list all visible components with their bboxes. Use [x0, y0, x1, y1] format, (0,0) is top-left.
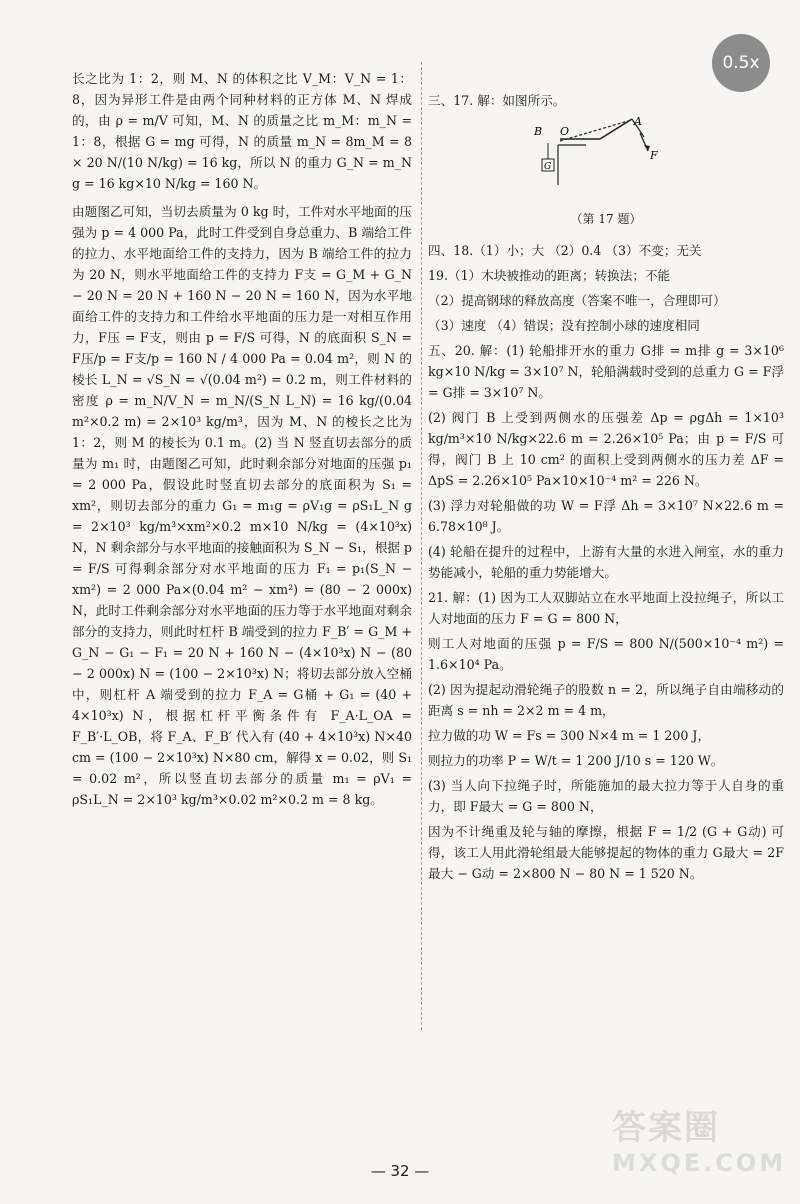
answer-19-line2: （2）提高钢球的释放高度（答案不唯一，合理即可）	[428, 293, 726, 308]
label-A: A	[634, 115, 642, 128]
lever-diagram	[508, 115, 668, 207]
answer-16-part1: 长之比为 1：2，则 M、N 的体积之比 V_M：V_N = 1：8，因为异形工件是由两个同种材料的正方体 M、N 焊成的，由 ρ = m/V 可知，M、N 的质量之比 m_M：m_N = 1：8，根据 G = mg 可得，N 的质量 m_N = 8m_M = 8 × 20 N/(10 N/kg) = 16 kg，所以 N 的重力 G_N = m_N g = 16 kg×10 N/kg = 160 N。	[72, 71, 412, 191]
answer-21-part7: 因为不计绳重及轮与轴的摩擦，根据 F = 1/2 (G + G动) 可得，该工人用此滑轮组最大能够提起的物体的重力 G最大 = 2F最大 − G动 = 2×800 N − 80 N = 1 520 N。	[428, 824, 784, 881]
column-divider	[421, 62, 422, 1030]
label-O: O	[560, 125, 570, 138]
label-F: F	[650, 149, 658, 162]
answer-21-part5: 则拉力的功率 P = W/t = 1 200 J/10 s = 120 W。	[428, 753, 724, 768]
watermark-logo-text: 答案圈	[612, 1108, 720, 1148]
watermark-url-text: MXQE.COM	[612, 1149, 787, 1177]
answer-16-part2: 由题图乙可知，当切去质量为 0 kg 时，工件对水平地面的压强为 p = 4 000 Pa，此时工件受到自身总重力、B 端给工件的拉力、水平地面给工件的支持力，因为 B 端给工件的拉力为 20 N，则水平地面给工件的支持力 F支 = G_M + G_N − 20 N = 20 N + 160 N − 20 N = 160 N，因为水平地面给工件的支持力和工件给水平地面的压力是一对相互作用力，F压 = F支，则由 p = F/S 可得，N 的底面积 S_N = F压/p = F支/p = 160 N / 4 000 Pa = 0.04 m²，则 N 的棱长 L_N = √S_N = √(0.04 m²) = 0.2 m，则工件材料的密度 ρ = m_N/V_N = m_N/(S_N L_N) = 16 kg/(0.04 m²×0.2 m) = 2×10³ kg/m³，因为 M、N 的棱长之比为 1：2，则 M 的棱长为 0.1 m。(2) 当 N 竖直切去部分的质量为 m₁ 时，由题图乙可知，此时剩余部分对地面的压强 p₁ = 2 000 Pa，假设此时竖直切去部分的底面积为 S₁ = xm²，则切去部分的重力 G₁ = m₁g = ρV₁g = ρS₁L_N g = 2×10³ kg/m³×xm²×0.2 m×10 N/kg = (4×10³x) N，N 剩余部分与水平地面的接触面积为 S_N − S₁，根据 p = F/S 可得剩余部分对水平地面的压力 F₁ = p₁(S_N − xm²) = 2 000 Pa×(0.04 m² − xm²) = (80 − 2 000x) N，此时工件剩余部分对水平地面的压力等于水平地面对剩余部分的支持力，则此时杠杆 B 端受到的拉力 F_B′ = G_M + G_N − G₁ − F₁ = 20 N + 160 N − (4×10³x) N − (80 − 2 000x) N = (100 − 2×10³x) N；将切去部分放入空桶中，则杠杆 A 端受到的拉力 F_A = G桶 + G₁ = (40 + 4×10³x) N，根据杠杆平衡条件有 F_A·L_OA = F_B′·L_OB，将 F_A、F_B′ 代入有 (40 + 4×10³x) N×40 cm = (100 − 2×10³x) N×80 cm，解得 x = 0.02，则 S₁ = 0.02 m²，所以竖直切去部分的质量 m₁ = ρV₁ = ρS₁L_N = 2×10³ kg/m³×0.02 m²×0.2 m = 8 kg。	[72, 204, 412, 807]
answer-21-part3: (2) 因为提起动滑轮绳子的股数 n = 2，所以绳子自由端移动的距离 s = nh = 2×2 m = 4 m，	[428, 682, 784, 718]
answer-20-part1: 五、20. 解：(1) 轮船排开水的重力 G排 = m排 g = 3×10⁶ kg×10 N/kg = 3×10⁷ N，轮船满载时受到的总重力 G = F浮 = G排 = 3×10⁷ N。	[428, 343, 784, 400]
answer-20-part3: (3) 浮力对轮船做的功 W = F浮 Δh = 3×10⁷ N×22.6 m = 6.78×10⁸ J。	[428, 498, 784, 534]
answer-18: 四、18.（1）小；大 （2）0.4 （3）不变；无关	[428, 243, 702, 258]
lever-slope	[600, 119, 632, 139]
label-B: B	[534, 125, 543, 138]
answer-21-part2: 则工人对地面的压强 p = F/S = 800 N/(500×10⁻⁴ m²) = 1.6×10⁴ Pa。	[428, 636, 784, 672]
answer-20-part2: (2) 阀门 B 上受到两侧水的压强差 Δp = ρgΔh = 1×10³ kg/m³×10 N/kg×22.6 m = 2.26×10⁵ Pa；由 p = F/S 可得，阀门 B 上 10 cm² 的面积上受到两侧水的压力差 ΔF = ΔpS = 2.26×10⁵ Pa×10×10⁻⁴ m² = 226 N。	[428, 410, 784, 488]
site-watermark	[612, 1108, 787, 1198]
answer-21-part1: 21. 解：(1) 因为工人双脚站立在水平地面上没拉绳子，所以工人对地面的压力 F = G = 800 N，	[428, 590, 784, 626]
answer-20-part4: (4) 轮船在提升的过程中，上游有大量的水进入闸室，水的重力势能减小，轮船的重力势能增大。	[428, 544, 784, 580]
arm-dashed-line	[560, 121, 628, 141]
page-number: — 32 —	[370, 1162, 430, 1180]
zoom-level-badge[interactable]: 0.5x	[712, 34, 770, 92]
left-column	[72, 68, 412, 817]
answer-19-line1: 19.（1）木块被推动的距离；转换法；不能	[428, 268, 671, 283]
label-G: G	[544, 162, 552, 172]
figure-caption: （第 17 题）	[570, 212, 642, 226]
right-column	[428, 90, 784, 888]
answer-21-part6: (3) 当人向下拉绳子时，所能施加的最大拉力等于人自身的重力，即 F最大 = G = 800 N，	[428, 778, 784, 814]
answer-19-line3: （3）速度 （4）错误；没有控制小球的速度相同	[428, 318, 700, 333]
answer-21-part4: 拉力做的功 W = Fs = 300 N×4 m = 1 200 J，	[428, 728, 711, 743]
answer-17-heading: 三、17. 解：如图所示。	[428, 93, 566, 108]
